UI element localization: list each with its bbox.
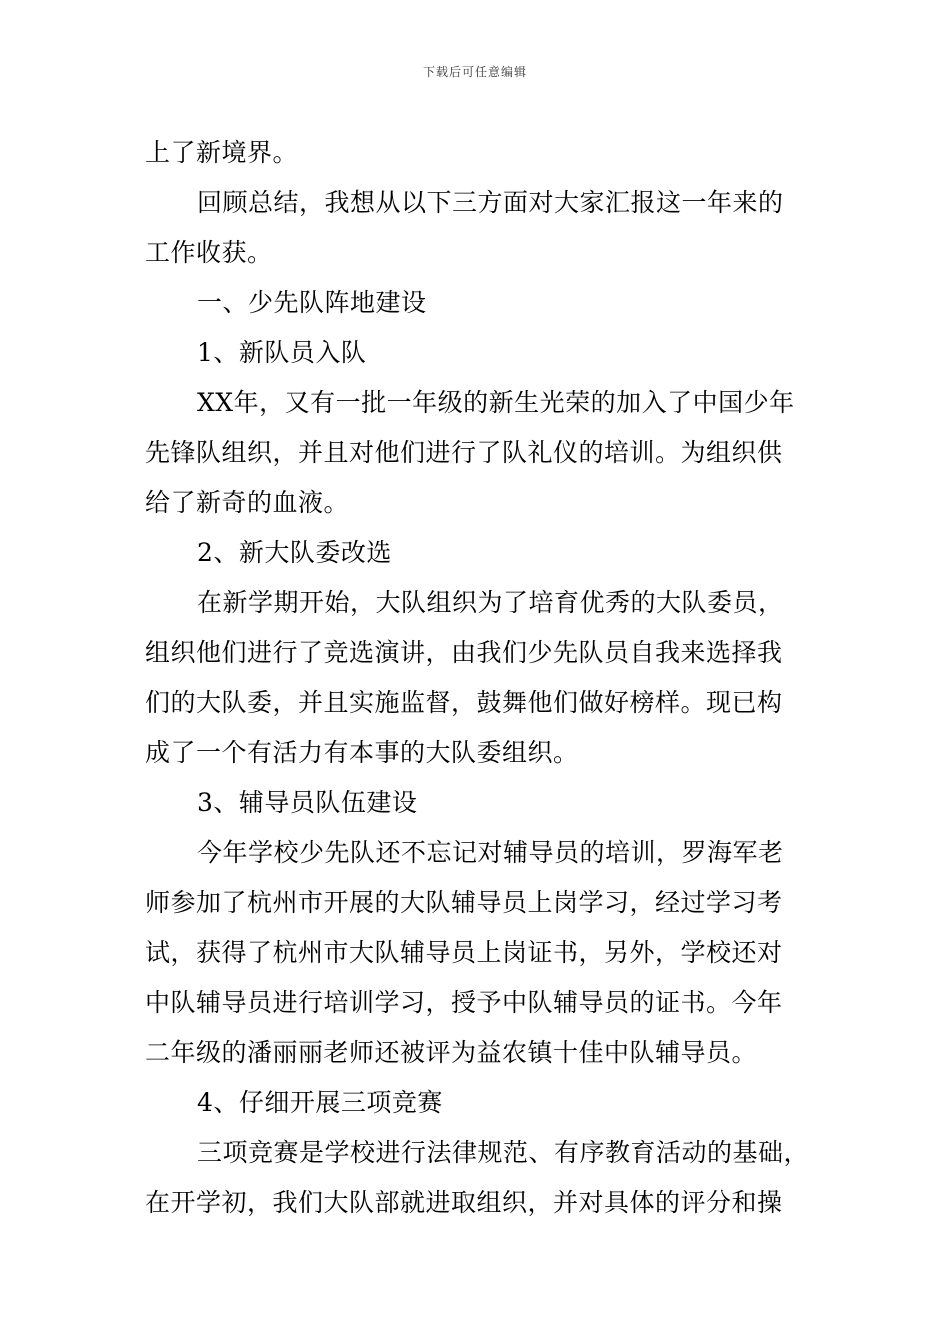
subsection-heading: 3、辅导员队伍建设 xyxy=(197,788,418,817)
text-line: 先锋队组织，并且对他们进行了队礼仪的培训。为组织供 xyxy=(145,438,783,467)
section-heading: 一、少先队阵地建设 xyxy=(197,288,427,317)
document-body xyxy=(145,128,835,1228)
text-line: 三项竞赛是学校进行法律规范、有序教育活动的基础， xyxy=(197,1138,810,1167)
text-line: 试，获得了杭州市大队辅导员上岗证书，另外，学校还对 xyxy=(145,938,783,967)
text-line: 在新学期开始，大队组织为了培育优秀的大队委员， xyxy=(197,588,784,617)
text-line: XX年，又有一批一年级的新生光荣的加入了中国少年 xyxy=(197,388,795,417)
text-line: 上了新境界。 xyxy=(145,138,299,167)
subsection-heading: 2、新大队委改选 xyxy=(197,538,392,567)
text-line: 二年级的潘丽丽老师还被评为益农镇十佳中队辅导员。 xyxy=(145,1038,758,1067)
text-line: 给了新奇的血液。 xyxy=(145,488,350,517)
text-line: 成了一个有活力有本事的大队委组织。 xyxy=(145,738,579,767)
text-line: 今年学校少先队还不忘记对辅导员的培训，罗海军老 xyxy=(197,838,784,867)
page-header: 下载后可任意编辑 xyxy=(422,65,527,79)
text-line: 组织他们进行了竞选演讲，由我们少先队员自我来选择我 xyxy=(145,638,783,667)
subsection-heading: 1、新队员入队 xyxy=(197,338,367,367)
text-line: 们的大队委，并且实施监督，鼓舞他们做好榜样。现已构 xyxy=(145,688,783,717)
text-line: 在开学初，我们大队部就进取组织，并对具体的评分和操 xyxy=(145,1188,783,1217)
text-line: 回顾总结，我想从以下三方面对大家汇报这一年来的 xyxy=(197,188,784,217)
text-line: 师参加了杭州市开展的大队辅导员上岗学习，经过学习考 xyxy=(145,888,783,917)
text-line: 工作收获。 xyxy=(145,238,273,267)
text-line: 中队辅导员进行培训学习，授予中队辅导员的证书。今年 xyxy=(145,988,783,1017)
subsection-heading: 4、仔细开展三项竞赛 xyxy=(197,1088,443,1117)
